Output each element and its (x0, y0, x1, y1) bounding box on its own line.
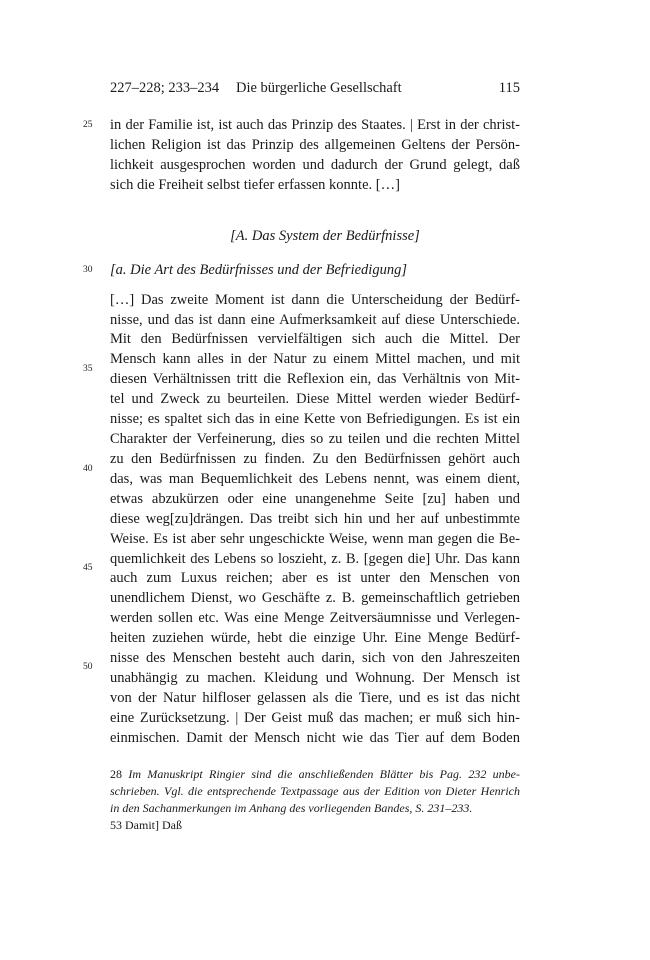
text-line: Mensch kann alles in der Natur zu einem Mittel machen, und mit (110, 351, 520, 367)
text-line: auch zum Luxus reichen; aber es ist unter den Menschen von (110, 570, 520, 586)
text-line: Charakter der Verfeinerung, dies so zu teilen und die rechten Mittel (110, 431, 520, 447)
line-number: 40 (83, 464, 93, 474)
text-line: Mit den Bedürfnissen vervielfältigen sich auch die Mittel. Der (110, 331, 520, 347)
line-number: 50 (83, 662, 93, 672)
text-line: Weise. Es ist aber sehr ungeschickte Weise, wenn man gegen die Be- (110, 531, 520, 547)
text-line: werden sollen etc. Was eine Menge Zeitversäumnisse und Verlegen- (110, 610, 520, 626)
text-line: nisse, und das ist dann eine Aufmerksamkeit auf diese Unterschiede. (110, 312, 520, 328)
running-title: Die bürgerliche Gesellschaft (236, 80, 402, 96)
text-line: in der Familie ist, ist auch das Prinzip des Staates. | Erst in der christ- (110, 117, 520, 133)
section-title: [A. Das System der Bedürfnisse] (230, 228, 420, 244)
footnote (110, 766, 520, 783)
footnote-number: 28 (110, 767, 122, 781)
subsection-title: [a. Die Art des Bedürfnisses und der Befriedigung] (110, 262, 407, 278)
text-line: das, was man Bequemlichkeit des Lebens nennt, was einem dient, (110, 471, 520, 487)
text-line: unendlichem Dienst, wo Geschäfte z. B. gemeinschaftlich getrieben (110, 590, 520, 606)
footnote (110, 817, 520, 834)
text-line: tel und Zweck zu beurteilen. Diese Mittel werden wieder Bedürf- (110, 391, 520, 407)
text-line: lichen Religion ist das Prinzip des allgemeinen Geltens der Persön- (110, 137, 520, 153)
text-line: heiten zuziehen würde, hebt die einzige Uhr. Eine Menge Bedürf- (110, 630, 520, 646)
page-references: 227–228; 233–234 (110, 80, 220, 96)
footnote-text: Im Manuskript Ringier sind die anschließenden Blätter bis Pag. 232 unbe- (128, 767, 521, 781)
line-number: 35 (83, 364, 93, 374)
text-line: nisse; es spaltet sich das in eine Kette von Befriedigungen. Es ist ein (110, 411, 520, 427)
text-line: […] Das zweite Moment ist dann die Unterscheidung der Bedürf- (110, 292, 520, 308)
footnote-number: 53 (110, 818, 122, 832)
text-line: quemlichkeit des Lebens so loszieht, z. B. [gegen die] Uhr. Das kann (110, 551, 520, 567)
footnote-text: schrieben. Vgl. die entsprechende Textpassage aus der Edition von Dieter Henrich (110, 784, 520, 798)
footnote-text: in den Sachanmerkungen im Anhang des vorliegenden Bandes, S. 231–233. (110, 801, 473, 815)
text-line: diesen Verhältnissen tritt die Reflexion ein, das Verhältnis von Mit- (110, 371, 520, 387)
text-line: nisse des Menschen besteht auch darin, sich von den Jahreszeiten (110, 650, 520, 666)
running-header (110, 80, 520, 100)
text-line: diese weg[zu]drängen. Das treibt sich hin und her auf unbestimmte (110, 511, 520, 527)
text-line: einmischen. Damit der Mensch nicht wie das Tier auf dem Boden (110, 730, 520, 746)
text-line: unabhängig zu machen. Kleidung und Wohnung. Der Mensch ist (110, 670, 520, 686)
text-line: eine Zurücksetzung. | Der Geist muß das machen; er muß sich hin- (110, 710, 520, 726)
footnote-text: Damit] Daß (125, 818, 182, 832)
text-line: lichkeit ausgesprochen worden und dadurch der Grund gelegt, daß (110, 157, 520, 173)
text-line: sich die Freiheit selbst tiefer erfassen konnte. […] (110, 177, 400, 193)
line-number: 45 (83, 563, 93, 573)
page-number: 115 (498, 80, 520, 96)
line-number: 25 (83, 120, 93, 130)
text-line: etwas abzukürzen oder eine unangenehme Seite [zu] haben und (110, 491, 520, 507)
line-number: 30 (83, 265, 93, 275)
text-line: von der Natur hilfloser gelassen als die Tiere, und es ist das nicht (110, 690, 520, 706)
text-line: zu den Bedürfnissen zu finden. Zu den Bedürfnissen gehört auch (110, 451, 520, 467)
